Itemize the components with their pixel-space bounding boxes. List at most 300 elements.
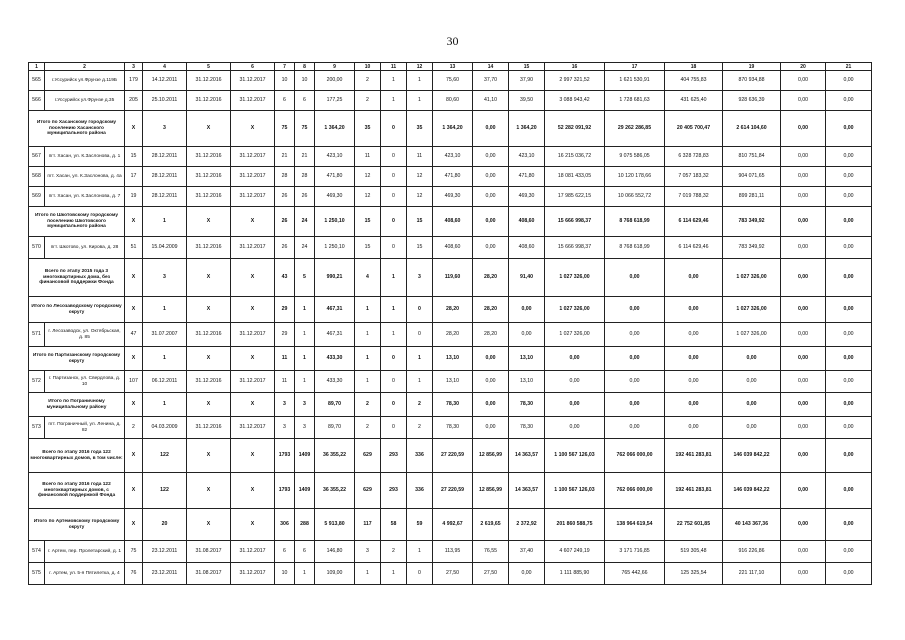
column-number: 17 — [605, 63, 665, 71]
table-cell: 0,00 — [826, 371, 872, 393]
table-cell: 0,00 — [605, 371, 665, 393]
address-cell: пгт. Пограничный, ул. Ленина, д. 82 — [45, 417, 125, 439]
total-label: Всего по этапу 2016 года 122 многоквартирных домов, в том числе: — [29, 439, 125, 473]
table-cell: 0 — [407, 297, 433, 323]
table-cell: 11 — [355, 147, 381, 167]
table-cell: 26 — [275, 237, 295, 259]
total-row — [29, 347, 872, 371]
table-cell: 28.12.2011 — [143, 187, 187, 207]
table-cell: 35 — [407, 111, 433, 147]
table-cell: 3 — [143, 111, 187, 147]
table-row — [29, 323, 872, 347]
table-cell: 6 114 629,46 — [665, 237, 723, 259]
table-cell: 0,00 — [826, 111, 872, 147]
table-cell: 0,00 — [473, 111, 509, 147]
table-cell: 0,00 — [826, 207, 872, 237]
column-number: 8 — [295, 63, 315, 71]
table-cell: 1 728 681,63 — [605, 91, 665, 111]
table-cell: 408,60 — [509, 207, 545, 237]
column-number: 2 — [45, 63, 125, 71]
table-cell: X — [187, 439, 231, 473]
table-cell: 29 — [275, 323, 295, 347]
table-cell: 2 — [355, 91, 381, 111]
table-cell: 0,00 — [826, 187, 872, 207]
table-cell: 0 — [381, 393, 407, 417]
table-cell: 0,00 — [781, 111, 826, 147]
table-cell: 306 — [275, 509, 295, 541]
housing-program-table — [28, 62, 872, 585]
table-cell: 0,00 — [826, 393, 872, 417]
table-cell: 0,00 — [826, 91, 872, 111]
table-cell: 0 — [381, 207, 407, 237]
table-cell: 12 — [407, 167, 433, 187]
table-cell: 14 363,57 — [509, 473, 545, 509]
table-cell: 75 — [295, 111, 315, 147]
table-cell: 1 621 530,91 — [605, 71, 665, 91]
table-cell: 58 — [381, 509, 407, 541]
table-cell: 6 328 728,83 — [665, 147, 723, 167]
table-cell: 10 066 552,72 — [605, 187, 665, 207]
table-cell: 3 — [143, 259, 187, 297]
table-cell: X — [187, 111, 231, 147]
table-cell: 1409 — [295, 439, 315, 473]
table-cell: 0,00 — [781, 541, 826, 563]
table-cell: 39,50 — [509, 91, 545, 111]
table-cell: 31.12.2017 — [231, 417, 275, 439]
table-cell: 78,30 — [509, 417, 545, 439]
table-cell: 0 — [381, 237, 407, 259]
table-cell: 519 305,48 — [665, 541, 723, 563]
table-cell: 8 768 618,99 — [605, 237, 665, 259]
table-cell: 41,10 — [473, 91, 509, 111]
table-cell: 12 856,99 — [473, 473, 509, 509]
table-cell: 629 — [355, 439, 381, 473]
table-cell: 14 363,57 — [509, 439, 545, 473]
table-cell: 0,00 — [605, 323, 665, 347]
table-cell: 0,00 — [826, 541, 872, 563]
table-cell: 565 — [29, 71, 45, 91]
table-body — [29, 63, 872, 585]
table-cell: 3 — [295, 393, 315, 417]
table-cell: 12 — [407, 187, 433, 207]
table-cell: 12 — [355, 187, 381, 207]
table-cell: 0,00 — [605, 297, 665, 323]
table-cell: X — [125, 259, 143, 297]
column-number: 19 — [723, 63, 781, 71]
table-cell: 0,00 — [826, 417, 872, 439]
address-cell: пгт. Хасан, ул. К.Заслонова, д. 4а — [45, 167, 125, 187]
table-cell: 469,30 — [509, 187, 545, 207]
table-cell: 0,00 — [473, 187, 509, 207]
table-cell: 28.12.2011 — [143, 167, 187, 187]
table-cell: 0,00 — [781, 439, 826, 473]
table-cell: 0,00 — [473, 393, 509, 417]
table-cell: 423,10 — [433, 147, 473, 167]
table-cell: 1 — [381, 323, 407, 347]
table-row — [29, 563, 872, 585]
table-cell: 2 997 321,52 — [545, 71, 605, 91]
table-cell: 408,60 — [433, 207, 473, 237]
table-cell: 1 — [407, 541, 433, 563]
table-cell: 27,50 — [433, 563, 473, 585]
table-cell: 0,00 — [545, 393, 605, 417]
table-cell: 31.12.2017 — [231, 541, 275, 563]
table-cell: 9 075 586,05 — [605, 147, 665, 167]
table-row — [29, 187, 872, 207]
table-cell: 6 114 629,46 — [665, 207, 723, 237]
table-cell: 783 349,92 — [723, 207, 781, 237]
table-cell: 13,10 — [433, 347, 473, 371]
table-cell: 47 — [125, 323, 143, 347]
table-cell: 0,00 — [781, 187, 826, 207]
table-cell: 1 250,10 — [315, 207, 355, 237]
table-cell: 205 — [125, 91, 143, 111]
table-cell: 107 — [125, 371, 143, 393]
table-cell: 0,00 — [781, 259, 826, 297]
table-cell: 0,00 — [781, 207, 826, 237]
column-number: 3 — [125, 63, 143, 71]
table-cell: X — [187, 393, 231, 417]
table-row — [29, 237, 872, 259]
table-cell: X — [231, 393, 275, 417]
table-cell: 2 614 104,60 — [723, 111, 781, 147]
table-cell: 1 — [143, 347, 187, 371]
table-cell: 3 — [275, 393, 295, 417]
table-cell: 2 619,65 — [473, 509, 509, 541]
table-cell: 28,20 — [473, 259, 509, 297]
table-cell: 0,00 — [826, 347, 872, 371]
table-cell: 762 066 000,00 — [605, 473, 665, 509]
table-cell: 11 — [407, 147, 433, 167]
table-cell: 24 — [295, 207, 315, 237]
table-cell: 75 — [125, 541, 143, 563]
table-cell: 1 — [143, 207, 187, 237]
table-cell: 1793 — [275, 473, 295, 509]
table-cell: 12 856,99 — [473, 439, 509, 473]
table-cell: 0,00 — [781, 71, 826, 91]
table-cell: 3 171 716,85 — [605, 541, 665, 563]
table-cell: 0,00 — [665, 259, 723, 297]
table-cell: 0,00 — [781, 147, 826, 167]
table-cell: 574 — [29, 541, 45, 563]
table-cell: 1 — [295, 347, 315, 371]
table-cell: 26 — [275, 207, 295, 237]
table-cell: X — [125, 473, 143, 509]
table-cell: 0,00 — [473, 147, 509, 167]
table-cell: 31.12.2016 — [187, 187, 231, 207]
table-cell: 471,80 — [509, 167, 545, 187]
table-cell: 336 — [407, 473, 433, 509]
table-cell: 568 — [29, 167, 45, 187]
table-cell: 0,00 — [826, 237, 872, 259]
table-cell: 3 088 943,42 — [545, 91, 605, 111]
table-cell: X — [125, 439, 143, 473]
table-cell: 0,00 — [781, 563, 826, 585]
table-cell: 0,00 — [605, 347, 665, 371]
table-cell: 51 — [125, 237, 143, 259]
table-cell: 0 — [407, 323, 433, 347]
table-cell: 0,00 — [781, 91, 826, 111]
total-label: Итого по Лесозаводскому городскому округу — [29, 297, 125, 323]
table-cell: 25.10.2011 — [143, 91, 187, 111]
table-cell: 76,55 — [473, 541, 509, 563]
column-number: 11 — [381, 63, 407, 71]
table-cell: 0,00 — [781, 347, 826, 371]
table-cell: 469,30 — [433, 187, 473, 207]
table-cell: 17 985 622,15 — [545, 187, 605, 207]
table-cell: 6 — [295, 541, 315, 563]
table-cell: 7 057 183,32 — [665, 167, 723, 187]
table-cell: 22 752 601,85 — [665, 509, 723, 541]
table-cell: X — [125, 347, 143, 371]
table-cell: 31.12.2016 — [187, 147, 231, 167]
table-cell: 146 039 842,22 — [723, 439, 781, 473]
table-cell: 1 — [355, 371, 381, 393]
table-cell: 13,10 — [509, 347, 545, 371]
table-cell: 1 111 885,90 — [545, 563, 605, 585]
table-cell: 0,00 — [665, 417, 723, 439]
table-cell: 0,00 — [509, 323, 545, 347]
table-cell: 0,00 — [665, 347, 723, 371]
table-cell: 0,00 — [473, 371, 509, 393]
table-cell: 192 461 283,81 — [665, 439, 723, 473]
table-cell: 10 120 178,66 — [605, 167, 665, 187]
table-cell: 0,00 — [781, 323, 826, 347]
table-cell: 2 — [125, 417, 143, 439]
table-cell: 990,21 — [315, 259, 355, 297]
table-cell: 1 — [295, 371, 315, 393]
table-cell: 21 — [275, 147, 295, 167]
table-cell: 04.03.2009 — [143, 417, 187, 439]
table-cell: 0 — [381, 147, 407, 167]
table-cell: 14.12.2011 — [143, 71, 187, 91]
table-cell: 31.12.2017 — [231, 71, 275, 91]
table-cell: 13,10 — [433, 371, 473, 393]
table-cell: 1 — [355, 297, 381, 323]
table-cell: 1 027 326,00 — [545, 297, 605, 323]
table-cell: X — [187, 259, 231, 297]
total-row — [29, 439, 872, 473]
table-cell: 572 — [29, 371, 45, 393]
table-cell: 0,00 — [826, 509, 872, 541]
total-label: Итого по Хасанскому городскому поселению Хасанского муниципального района — [29, 111, 125, 147]
table-cell: 783 349,92 — [723, 237, 781, 259]
column-number: 1 — [29, 63, 45, 71]
table-cell: X — [231, 473, 275, 509]
table-cell: 28 — [295, 167, 315, 187]
table-cell: 23.12.2011 — [143, 563, 187, 585]
table-cell: 1 — [381, 259, 407, 297]
column-number: 5 — [187, 63, 231, 71]
table-cell: 28,20 — [433, 297, 473, 323]
table-cell: 0,00 — [473, 237, 509, 259]
table-cell: 23.12.2011 — [143, 541, 187, 563]
table-row — [29, 91, 872, 111]
table-cell: 1 027 326,00 — [545, 259, 605, 297]
table-cell: 1 — [381, 563, 407, 585]
table-cell: 0,00 — [473, 347, 509, 371]
table-cell: 221 117,10 — [723, 563, 781, 585]
table-cell: 15 666 998,37 — [545, 237, 605, 259]
table-cell: 0,00 — [723, 393, 781, 417]
table-cell: 122 — [143, 439, 187, 473]
table-cell: 18 081 433,05 — [545, 167, 605, 187]
table-cell: 89,70 — [315, 417, 355, 439]
table-cell: 0,00 — [826, 323, 872, 347]
table-cell: 15 666 998,37 — [545, 207, 605, 237]
total-row — [29, 473, 872, 509]
table-cell: 1 — [295, 297, 315, 323]
table-cell: 78,30 — [433, 417, 473, 439]
table-cell: 0 — [407, 563, 433, 585]
table-cell: 2 372,92 — [509, 509, 545, 541]
table-cell: 810 751,84 — [723, 147, 781, 167]
address-cell: пгт. Хасан, ул. К.Заслонова, д. 1 — [45, 147, 125, 167]
table-cell: 1 027 326,00 — [723, 297, 781, 323]
table-cell: 31.08.2017 — [187, 541, 231, 563]
table-cell: 43 — [275, 259, 295, 297]
table-row — [29, 147, 872, 167]
address-cell: пгт. Хасан, ул. К.Заслонова, д. 7 — [45, 187, 125, 207]
table-cell: 571 — [29, 323, 45, 347]
table-cell: 31.12.2016 — [187, 167, 231, 187]
table-cell: 12 — [355, 167, 381, 187]
table-cell: 15 — [355, 237, 381, 259]
table-cell: 1 — [407, 371, 433, 393]
table-cell: 200,00 — [315, 71, 355, 91]
table-cell: 1 — [143, 393, 187, 417]
table-cell: 5 — [295, 259, 315, 297]
total-label: Всего по этапу 2015 года 3 многоквартирных дома, без финансовой поддержки Фонда — [29, 259, 125, 297]
table-cell: 1 — [355, 563, 381, 585]
table-cell: 0,00 — [723, 347, 781, 371]
address-cell: г. Артем, пер. Пролетарский, д. 1 — [45, 541, 125, 563]
table-cell: X — [231, 259, 275, 297]
table-cell: 2 — [355, 393, 381, 417]
table-cell: 1 364,20 — [509, 111, 545, 147]
table-cell: 91,40 — [509, 259, 545, 297]
column-number-row — [29, 63, 872, 71]
table-cell: 629 — [355, 473, 381, 509]
table-cell: 0,00 — [509, 297, 545, 323]
table-cell: 31.12.2017 — [231, 167, 275, 187]
column-number: 16 — [545, 63, 605, 71]
table-cell: 0,00 — [826, 259, 872, 297]
table-cell: X — [125, 111, 143, 147]
table-cell: 2 — [355, 71, 381, 91]
column-number: 4 — [143, 63, 187, 71]
table-cell: 5 913,80 — [315, 509, 355, 541]
table-cell: 0,00 — [826, 167, 872, 187]
table-cell: 3 — [275, 417, 295, 439]
table-cell: 916 226,86 — [723, 541, 781, 563]
total-row — [29, 207, 872, 237]
total-row — [29, 393, 872, 417]
table-cell: 146 039 842,22 — [723, 473, 781, 509]
table-cell: 471,80 — [315, 167, 355, 187]
table-cell: 11 — [275, 371, 295, 393]
table-cell: 1 364,20 — [433, 111, 473, 147]
table-cell: 35 — [355, 111, 381, 147]
table-cell: 1 027 326,00 — [723, 259, 781, 297]
table-cell: 0,00 — [826, 563, 872, 585]
table-cell: 431 625,40 — [665, 91, 723, 111]
address-cell: г. Артем, ул. 5-я Пятилетка, д. 4 — [45, 563, 125, 585]
table-cell: 78,30 — [433, 393, 473, 417]
table-cell: 1 — [407, 71, 433, 91]
table-cell: 13,10 — [509, 371, 545, 393]
table-cell: 928 636,39 — [723, 91, 781, 111]
table-cell: 404 755,83 — [665, 71, 723, 91]
table-cell: 293 — [381, 439, 407, 473]
table-cell: 36 355,22 — [315, 473, 355, 509]
total-row — [29, 111, 872, 147]
total-label: Итого по Шкотовскому городскому поселению Шкотовского муниципального района — [29, 207, 125, 237]
total-label: Итого по Пограничному муниципальному району — [29, 393, 125, 417]
table-row — [29, 417, 872, 439]
table-cell: X — [231, 111, 275, 147]
table-cell: 37,70 — [473, 71, 509, 91]
table-cell: 0 — [381, 417, 407, 439]
address-cell: г. Партизанск, ул. Свердлова, д. 10 — [45, 371, 125, 393]
table-cell: 27,50 — [473, 563, 509, 585]
table-cell: 0,00 — [509, 563, 545, 585]
table-row — [29, 541, 872, 563]
total-row — [29, 297, 872, 323]
table-cell: X — [231, 347, 275, 371]
table-cell: 201 860 588,75 — [545, 509, 605, 541]
table-cell: X — [125, 509, 143, 541]
page-number: 30 — [446, 34, 459, 48]
table-cell: 0,00 — [665, 371, 723, 393]
table-cell: 31.12.2017 — [231, 237, 275, 259]
table-cell: 06.12.2011 — [143, 371, 187, 393]
table-cell: 471,80 — [433, 167, 473, 187]
table-cell: 0,00 — [781, 167, 826, 187]
table-cell: 0,00 — [826, 297, 872, 323]
table-cell: 31.07.2007 — [143, 323, 187, 347]
table-cell: 1 — [381, 297, 407, 323]
table-cell: 1 — [355, 347, 381, 371]
table-cell: 1 250,10 — [315, 237, 355, 259]
table-cell: 1 — [407, 347, 433, 371]
table-cell: 28,20 — [433, 323, 473, 347]
table-cell: X — [231, 509, 275, 541]
table-cell: 113,95 — [433, 541, 473, 563]
table-cell: 1 027 326,00 — [545, 323, 605, 347]
table-cell: 433,30 — [315, 371, 355, 393]
table-cell: 2 — [355, 417, 381, 439]
table-cell: 423,10 — [315, 147, 355, 167]
table-cell: 1793 — [275, 439, 295, 473]
table-cell: 1 — [355, 323, 381, 347]
table-cell: 80,60 — [433, 91, 473, 111]
table-cell: 0,00 — [473, 207, 509, 237]
column-number: 7 — [275, 63, 295, 71]
table-cell: 11 — [275, 347, 295, 371]
table-cell: X — [187, 297, 231, 323]
table-cell: 37,40 — [509, 541, 545, 563]
table-cell: 0,00 — [605, 417, 665, 439]
table-cell: 1 100 567 126,03 — [545, 439, 605, 473]
table-row — [29, 371, 872, 393]
table-cell: 10 — [275, 71, 295, 91]
table-cell: 28,20 — [473, 323, 509, 347]
column-number: 21 — [826, 63, 872, 71]
table-cell: 0 — [381, 371, 407, 393]
table-cell: 40 143 367,36 — [723, 509, 781, 541]
table-cell: 75,60 — [433, 71, 473, 91]
